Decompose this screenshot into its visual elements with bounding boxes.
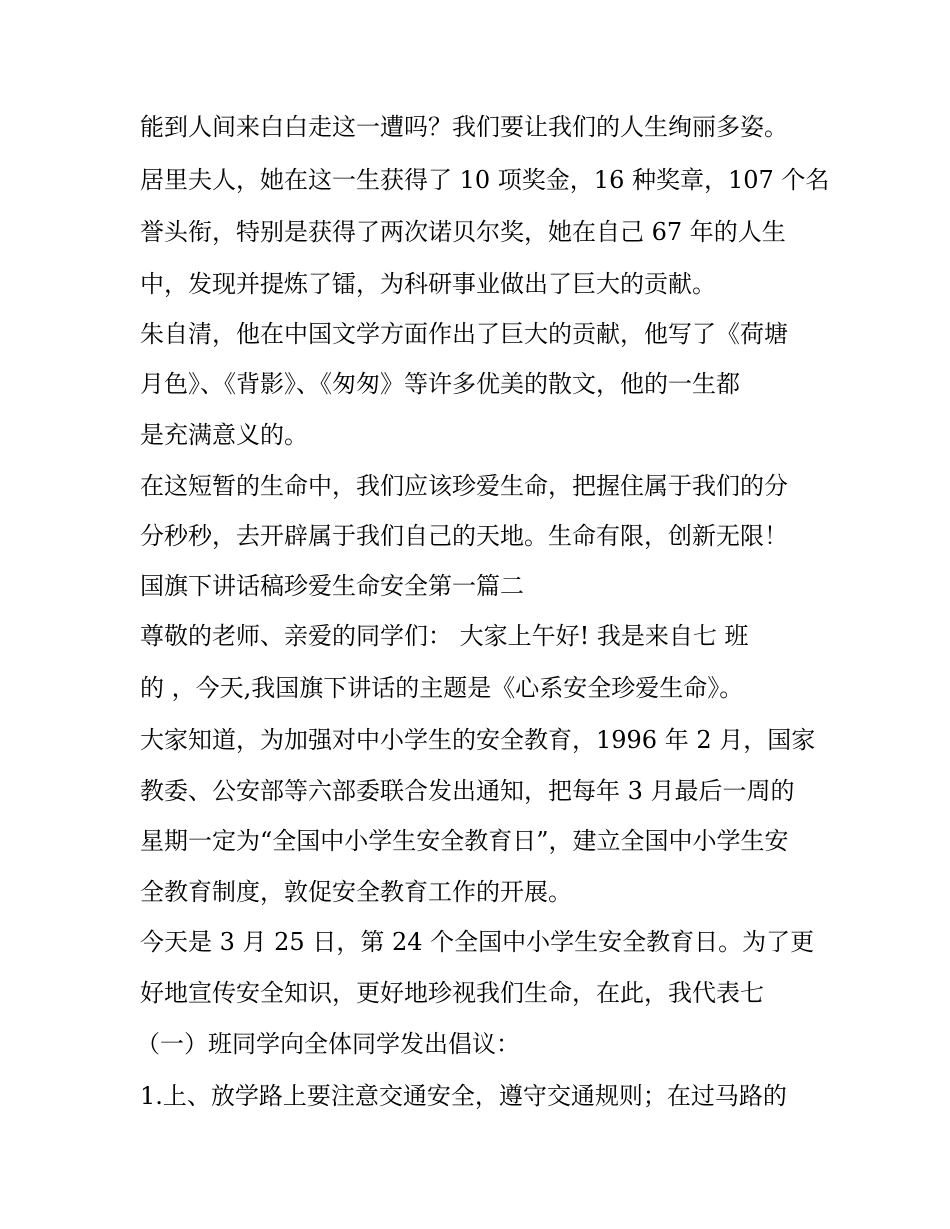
text-line-19: （一）班同学向全体同学发出倡议： xyxy=(136,1030,520,1058)
text-line-11: 尊敬的老师、亲爱的同学们： 大家上午好! 我是来自七 班 xyxy=(140,622,749,650)
text-line-12: 的 ，今天,我国旗下讲话的主题是《心系安全珍爱生命》。 xyxy=(140,674,744,702)
text-line-4: 中，发现并提炼了镭，为科研事业做出了巨大的贡献。 xyxy=(140,270,716,298)
text-line-2: 居里夫人，她在这一生获得了 10 项奖金，16 种奖章，107 个名 xyxy=(140,166,830,194)
text-line-6: 月色》、《背影》、《匆匆》等许多优美的散文，他的一生都 xyxy=(140,370,740,398)
text-line-13: 大家知道，为加强对中小学生的安全教育，1996 年 2 月，国家 xyxy=(140,726,816,754)
text-line-20: 1.上、放学路上要注意交通安全，遵守交通规则；在过马路的 xyxy=(140,1082,787,1110)
text-line-3: 誉头衔，特别是获得了两次诺贝尔奖，她在自己 67 年的人生 xyxy=(140,218,786,246)
text-line-1: 能到人间来白白走这一遭吗？我们要让我们的人生绚丽多姿。 xyxy=(140,113,788,141)
section-heading: 国旗下讲话稿珍爱生命安全第一篇二 xyxy=(140,572,524,600)
text-line-5: 朱自清，他在中国文学方面作出了巨大的贡献，他写了《荷塘 xyxy=(140,320,788,348)
text-line-16: 全教育制度，敦促安全教育工作的开展。 xyxy=(140,878,572,906)
text-line-8: 在这短暂的生命中，我们应该珍爱生命，把握住属于我们的分 xyxy=(140,472,788,500)
text-line-14: 教委、公安部等六部委联合发出通知，把每年 3 月最后一周的 xyxy=(140,777,795,805)
text-line-15: 星期一定为“全国中小学生安全教育日”，建立全国中小学生安 xyxy=(140,827,789,855)
text-line-7: 是充满意义的。 xyxy=(140,421,308,449)
text-line-18: 好地宣传安全知识，更好地珍视我们生命，在此，我代表七 xyxy=(140,979,764,1007)
text-line-17: 今天是 3 月 25 日，第 24 个全国中小学生安全教育日。为了更 xyxy=(140,928,815,956)
text-line-9: 分秒秒，去开辟属于我们自己的天地。生命有限，创新无限！ xyxy=(140,522,788,550)
